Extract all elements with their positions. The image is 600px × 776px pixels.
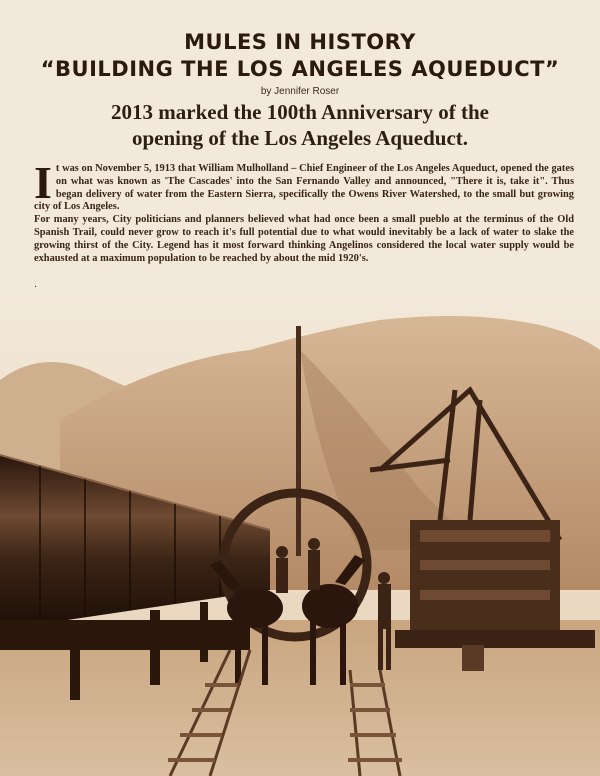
article-title-line2: “BUILDING THE LOS ANGELES AQUEDUCT” (40, 57, 560, 81)
headline-line2: opening of the Los Angeles Aqueduct. (131, 126, 469, 150)
aqueduct-construction-photo (0, 290, 600, 776)
author-byline: by Jennifer Roser (260, 86, 340, 97)
paragraph-1-text: t was on November 5, 1913 that William Mulholland – Chief Engineer of the Los Angeles Aqueduct, opened the gates on what was known as 'The Cascades' into the San Fernando Valley and announced, "There it is, take it". Thus began delivery of water from the Eastern Sierra, specifically the Owens River Watershed, to the small but growing city of Los Angeles. (34, 163, 574, 213)
barrel (462, 645, 484, 671)
article-title-line1: MULES IN HISTORY (184, 30, 416, 54)
paragraph-2: For many years, City politicians and planners believed what had once been a small pueblo at the terminus of the Old Spanish Trail, could never grow to reach it's full potential due to what would inevitably be a lack of water to slake the growing thirst of the City. Legend has it most forward thinking Angelinos considered the local water supply would be exhausted at a maximum population to be reached by about the mid 1920's. (34, 214, 574, 264)
telegraph-pole (296, 326, 301, 556)
headline-line1: 2013 marked the 100th Anniversary of the (111, 100, 489, 124)
paragraph-1 (34, 157, 574, 214)
article-body (34, 157, 574, 265)
trailing-mark: . (34, 279, 38, 290)
drop-cap: I (34, 157, 52, 208)
